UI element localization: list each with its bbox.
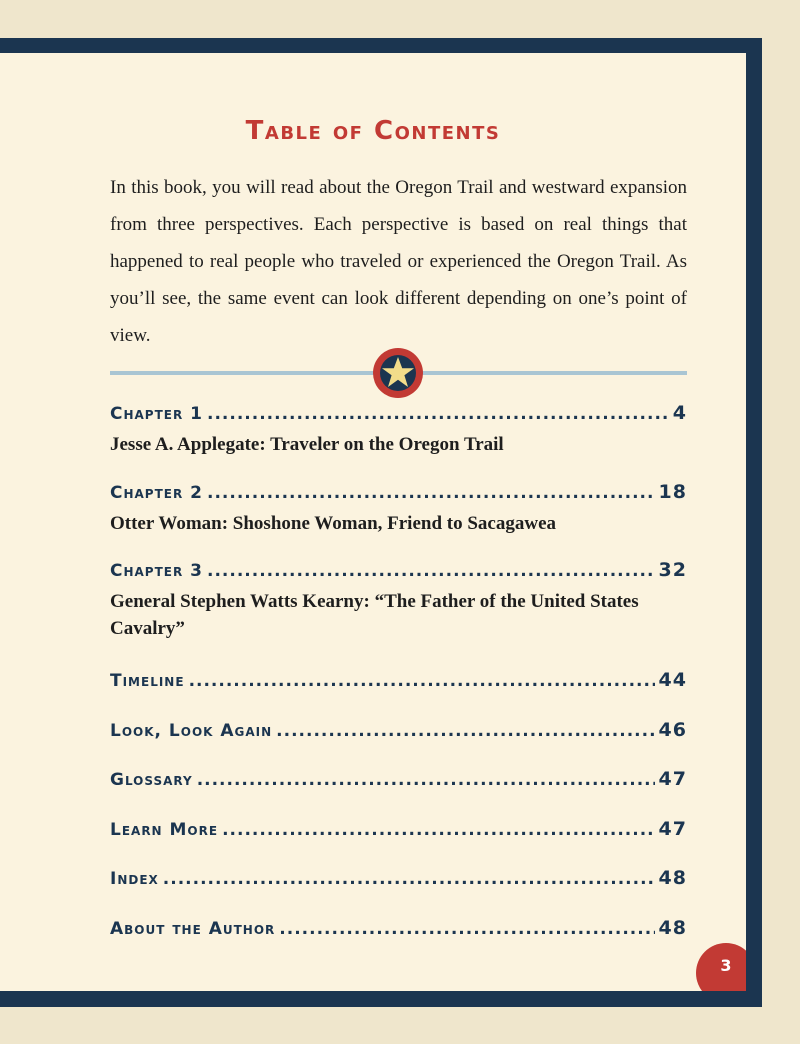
star-icon — [372, 347, 424, 399]
toc-entry-label: Learn More — [110, 820, 219, 840]
page-title: Table of Contents — [245, 116, 501, 146]
toc-page-number: 48 — [658, 917, 687, 939]
toc-entry-line[interactable] — [110, 717, 687, 744]
intro-paragraph: In this book, you will read about the Oregon Trail and westward expansion from three perspectives. Each perspective is based on real things that happened to real people who traveled or experienced the Oregon Trail. As you’ll see, the same event can look different depending on one’s point of view. — [110, 177, 687, 346]
page-number: 3 — [720, 956, 732, 975]
toc-page-number: 47 — [658, 818, 687, 840]
dot-leader — [279, 916, 654, 942]
dot-leader — [163, 866, 655, 892]
toc-page-number: 47 — [658, 768, 687, 790]
dot-leader — [197, 767, 655, 793]
toc-entry-index[interactable] — [110, 865, 687, 892]
toc-entry-chapter-3[interactable] — [110, 557, 687, 642]
toc-entry-label: Glossary — [110, 770, 193, 790]
toc-entry-line[interactable] — [110, 766, 687, 793]
page — [0, 53, 746, 991]
toc-page-number: 44 — [658, 669, 687, 691]
toc-entry-line[interactable] — [110, 557, 687, 584]
toc-entry-line[interactable] — [110, 667, 687, 694]
toc-entry-line[interactable] — [110, 479, 687, 506]
toc-entry-subtitle: General Stephen Watts Kearny: “The Father of the United States Cavalry” — [110, 591, 639, 639]
toc-entry-subtitle: Jesse A. Applegate: Traveler on the Oregon Trail — [110, 434, 504, 455]
toc-page-number: 48 — [658, 867, 687, 889]
toc-page-number: 4 — [672, 402, 687, 424]
dot-leader — [207, 401, 669, 427]
toc-entry-label: Chapter 1 — [110, 404, 203, 424]
dot-leader — [276, 718, 654, 744]
dot-leader — [207, 558, 655, 584]
toc-entry-look-look-again[interactable] — [110, 717, 687, 744]
dot-leader — [189, 668, 655, 694]
toc-entry-label: Look, Look Again — [110, 721, 273, 741]
toc-entry-line[interactable] — [110, 816, 687, 843]
toc-entry-learn-more[interactable] — [110, 816, 687, 843]
toc-entry-chapter-2[interactable] — [110, 479, 687, 537]
dot-leader — [222, 817, 654, 843]
toc-page-number: 46 — [658, 719, 687, 741]
toc-entry-line[interactable] — [110, 400, 687, 427]
toc-page-number: 18 — [658, 481, 687, 503]
toc-entry-label: About the Author — [110, 919, 276, 939]
toc-entry-timeline[interactable] — [110, 667, 687, 694]
toc-entry-label: Index — [110, 869, 159, 889]
toc-entry-line[interactable] — [110, 915, 687, 942]
toc-entry-label: Timeline — [110, 671, 185, 691]
toc-entry-about-the-author[interactable] — [110, 915, 687, 942]
toc-entry-glossary[interactable] — [110, 766, 687, 793]
toc-page-number: 32 — [658, 559, 687, 581]
toc-entry-subtitle: Otter Woman: Shoshone Woman, Friend to Sacagawea — [110, 513, 556, 534]
page-number-badge — [696, 943, 746, 991]
dot-leader — [207, 480, 655, 506]
toc-entry-chapter-1[interactable] — [110, 400, 687, 458]
toc-entry-label: Chapter 2 — [110, 483, 203, 503]
toc-entry-label: Chapter 3 — [110, 561, 203, 581]
toc-entry-line[interactable] — [110, 865, 687, 892]
